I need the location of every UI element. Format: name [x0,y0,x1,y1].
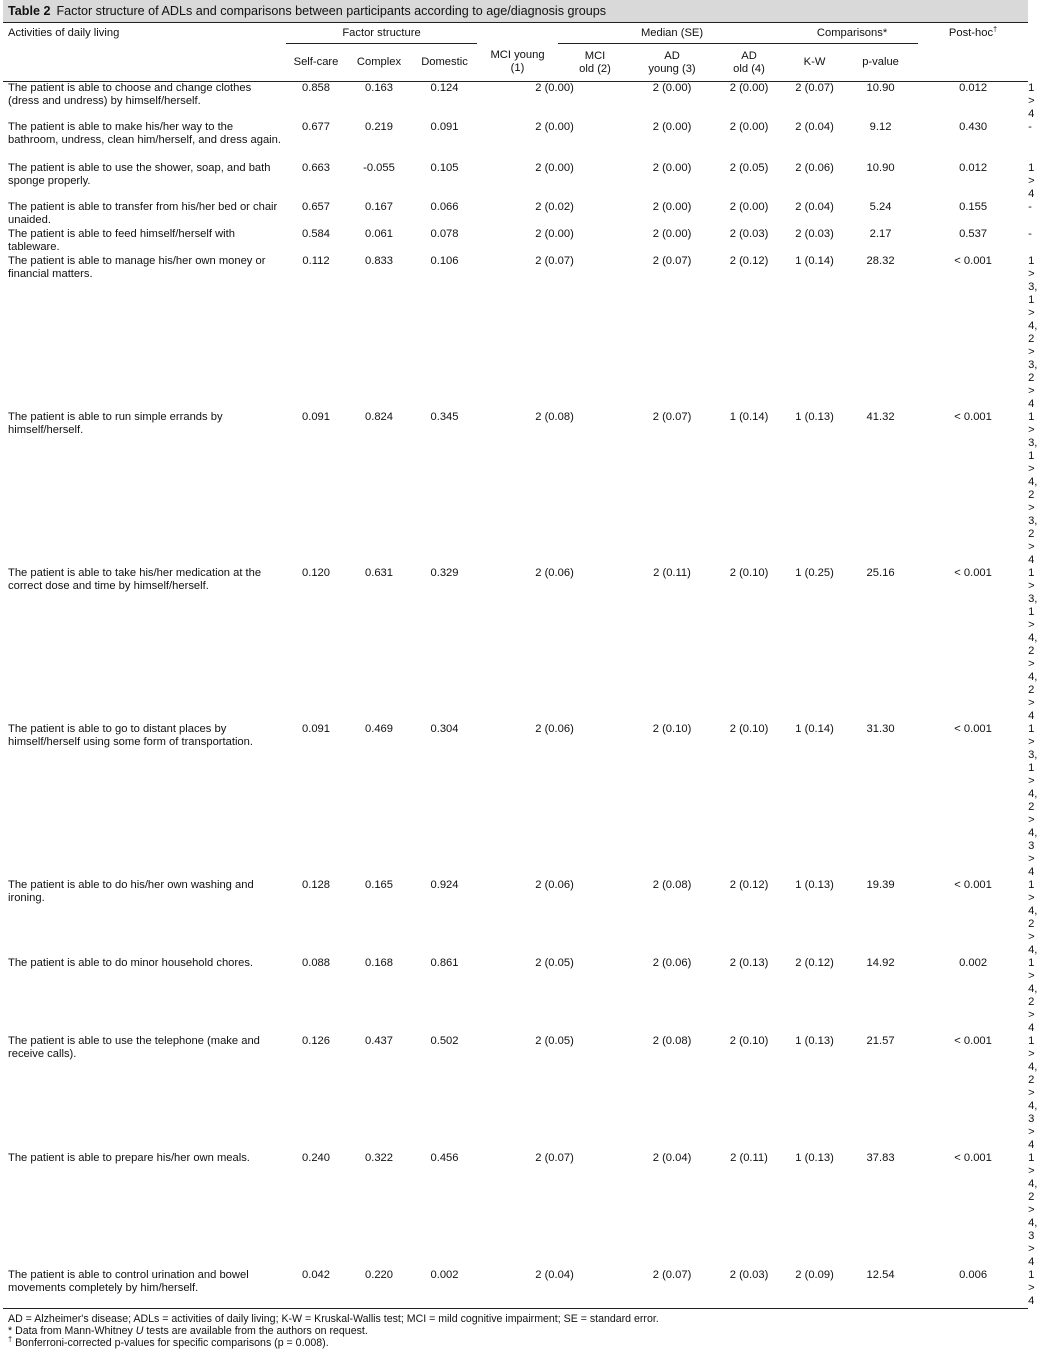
g4-cell: 2 (0.12) [795,957,834,969]
complex-cell: 0.833 [365,255,393,267]
complex-cell: 0.167 [365,201,393,213]
g3-cell: 2 (0.13) [729,957,769,969]
g2-cell: 2 (0.11) [653,567,691,579]
self-care-cell: 0.663 [302,162,330,174]
g3-cell: 2 (0.03) [729,228,769,240]
p-cell: < 0.001 [954,411,992,423]
g3-cell: 2 (0.00) [729,82,769,94]
g1-cell: 2 (0.05) [535,1035,574,1047]
activity-cell: The patient is able to take his/her medication at the correct dose and time by himself/herself. [8,567,262,592]
activity-cell: The patient is able to do his/her own washing and ironing. [8,879,254,904]
g3-cell: 2 (0.10) [729,723,769,735]
complex-header: Complex [356,56,402,68]
g1-cell: 2 (0.07) [535,255,574,267]
table-row: The patient is able to go to distant places by himself/herself using some form of transportation. 0.091 0.469 0.304 2 (0.06) 2 (0.10) 2 (0.10) 1 (0.14) 31.30 < 0.001 1 > 3, 1 > 4, 2 > 4, 3 > 4 [3,723,1028,879]
posthoc-label: Post-hoc [948,27,994,39]
domestic-cell: 0.124 [430,82,459,94]
p-cell: 0.012 [959,162,988,174]
footnotes [3,1308,1028,1349]
kw-cell: 14.92 [866,957,895,969]
footnote-abbreviations: AD = Alzheimer's disease; ADLs = activities of daily living; K-W = Kruskal-Wallis test; MCI = mild cognitive impairment; SE = standard error. [8,1313,659,1325]
kw-cell: 2.17 [869,228,892,240]
g2-cell: 2 (0.00) [652,162,692,174]
kw-cell: 9.12 [869,121,892,133]
g2-cell: 2 (0.04) [652,1152,692,1164]
table-row: The patient is able to feed himself/herself with tableware. 0.584 0.061 0.078 2 (0.00) 2 (0.00) 2 (0.03) 2 (0.03) 2.17 0.537 - [3,228,1028,255]
table-row: The patient is able to use the shower, soap, and bath sponge properly. 0.663 -0.055 0.105 2 (0.00) 2 (0.00) 2 (0.05) 2 (0.06) 10.90 0.012 1 > 4 [3,162,1028,201]
g1-cell: 2 (0.06) [535,879,574,891]
comparisons-header: Comparisons* [786,23,918,44]
table-row: The patient is able to run simple errands by himself/herself. 0.091 0.824 0.345 2 (0.08) 2 (0.07) 1 (0.14) 1 (0.13) 41.32 < 0.001 1 > 3, 1 > 4, 2 > 3, 2 > 4 [3,411,1028,567]
kw-cell: 28.32 [866,255,895,267]
p-cell: < 0.001 [954,1152,992,1164]
p-cell: 0.430 [959,121,988,133]
g3-cell: 1 (0.14) [729,411,769,423]
domestic-cell: 0.106 [430,255,459,267]
kw-cell: 10.90 [866,162,895,174]
domestic-cell: 0.924 [430,879,459,891]
p-cell: < 0.001 [954,567,992,579]
complex-cell: 0.168 [365,957,393,969]
activity-cell: The patient is able to make his/her way to the bathroom, undress, clean him/herself, and dress again. [8,121,282,146]
activity-cell: The patient is able to run simple errands by himself/herself. [8,411,223,436]
g1-cell: 2 (0.00) [535,121,574,133]
complex-cell: 0.631 [365,567,393,579]
table-row: The patient is able to use the telephone (make and receive calls). 0.126 0.437 0.502 2 (0.05) 2 (0.08) 2 (0.10) 1 (0.13) 21.57 < 0.001 1 > 4, 2 > 4, 3 > 4 [3,1035,1028,1152]
kw-cell: 31.30 [866,723,895,735]
table-container [3,0,1037,1349]
g3-cell: 2 (0.12) [729,255,769,267]
g2-cell: 2 (0.08) [652,879,692,891]
self-care-cell: 0.120 [302,567,330,579]
kw-cell: 21.57 [866,1035,895,1047]
g1-cell: 2 (0.08) [535,411,574,423]
p-cell: < 0.001 [954,879,992,891]
table-row: The patient is able to manage his/her own money or financial matters. 0.112 0.833 0.106 2 (0.07) 2 (0.07) 2 (0.12) 1 (0.14) 28.32 < 0.001 1 > 3, 1 > 4, 2 > 3, 2 > 4 [3,255,1028,411]
domestic-cell: 0.078 [430,228,459,240]
g1-cell: 2 (0.07) [535,1152,574,1164]
activity-cell: The patient is able to use the telephone (make and receive calls). [8,1035,260,1060]
table-label: Table 2 [8,4,51,18]
table-row: The patient is able to take his/her medication at the correct dose and time by himself/herself. 0.120 0.631 0.329 2 (0.06) 2 (0.11) 2 (0.10) 1 (0.25) 25.16 < 0.001 1 > 3, 1 > 4, 2 > 4, 2 > 4 [3,567,1028,723]
g1-cell: 2 (0.06) [535,567,574,579]
activity-cell: The patient is able to prepare his/her own meals. [8,1152,250,1164]
self-care-cell: 0.584 [302,228,330,240]
g4-cell: 1 (0.13) [795,1152,834,1164]
table-title: Factor structure of ADLs and comparisons between participants according to age/diagnosis groups [56,4,606,18]
g3-cell: 2 (0.11) [730,1152,768,1164]
domestic-cell: 0.002 [430,1269,459,1281]
data-table [3,22,1037,1308]
g1-cell: 2 (0.05) [535,957,574,969]
table-body [3,82,1037,1309]
g4-cell: 1 (0.25) [795,567,834,579]
p-cell: 0.012 [959,82,988,94]
g1-cell: 2 (0.02) [535,201,574,213]
g4-cell: 1 (0.13) [795,1035,834,1047]
footnote-dagger: † Bonferroni-corrected p-values for specific comparisons (p = 0.008). [8,1334,329,1349]
self-care-cell: 0.240 [302,1152,330,1164]
complex-cell: 0.322 [365,1152,393,1164]
table-row: The patient is able to transfer from his/her bed or chair unaided. 0.657 0.167 0.066 2 (0.02) 2 (0.00) 2 (0.00) 2 (0.04) 5.24 0.155 - [3,201,1028,228]
g3-cell: 2 (0.10) [729,567,769,579]
activity-cell: The patient is able to use the shower, soap, and bath sponge properly. [8,162,271,187]
complex-cell: 0.061 [365,228,393,240]
g4-cell: 2 (0.04) [795,121,834,133]
domestic-cell: 0.345 [430,411,459,423]
g4-cell: 2 (0.07) [795,82,834,94]
table-row: The patient is able to prepare his/her own meals. 0.240 0.322 0.456 2 (0.07) 2 (0.04) 2 (0.11) 1 (0.13) 37.83 < 0.001 1 > 4, 2 > 4, 3 > 4 [3,1152,1028,1269]
dagger-mark: † [993,24,998,34]
g1-cell: 2 (0.06) [535,723,574,735]
complex-cell: 0.163 [365,82,393,94]
self-care-cell: 0.042 [302,1269,330,1281]
self-care-header: Self-care [293,56,339,68]
kw-cell: 10.90 [866,82,895,94]
g1-cell: 2 (0.00) [535,228,574,240]
complex-cell: 0.220 [365,1269,393,1281]
activity-cell: The patient is able to do minor household chores. [8,957,254,969]
g4-cell: 2 (0.06) [795,162,834,174]
g2-cell: 2 (0.08) [652,1035,692,1047]
activity-cell: The patient is able to feed himself/herself with tableware. [8,228,235,253]
g2-cell: 2 (0.00) [652,82,692,94]
g3-cell: 2 (0.03) [729,1269,769,1281]
g4-cell: 1 (0.13) [795,411,834,423]
g4-cell: 2 (0.04) [795,201,834,213]
domestic-cell: 0.861 [430,957,459,969]
complex-cell: 0.219 [365,121,393,133]
domestic-cell: 0.091 [430,121,459,133]
self-care-cell: 0.091 [302,723,330,735]
activities-header: Activities of daily living [8,27,120,39]
kw-cell: 5.24 [869,201,892,213]
posthoc-header [918,23,1028,82]
domestic-cell: 0.502 [430,1035,459,1047]
self-care-cell: 0.091 [302,411,330,423]
table-row: The patient is able to control urination and bowel movements completely by him/herself. 0.042 0.220 0.002 2 (0.04) 2 (0.07) 2 (0.03) 2 (0.09) 12.54 0.006 1 > 4 [3,1269,1028,1308]
median-header: Median (SE) [558,23,786,44]
p-cell: < 0.001 [954,1035,992,1047]
table-row: The patient is able to do his/her own washing and ironing. 0.128 0.165 0.924 2 (0.06) 2 (0.08) 2 (0.12) 1 (0.13) 19.39 < 0.001 1 > 4, 2 > 4, [3,879,1028,957]
complex-cell: 0.469 [365,723,393,735]
p-cell: 0.006 [959,1269,988,1281]
kw-cell: 12.54 [866,1269,895,1281]
factor-structure-header: Factor structure [286,23,477,44]
table-row: The patient is able to make his/her way to the bathroom, undress, clean him/herself, and dress again. 0.677 0.219 0.091 2 (0.00) 2 (0.00) 2 (0.00) 2 (0.04) 9.12 0.430 - [3,121,1028,162]
g1-cell: 2 (0.00) [535,82,574,94]
domestic-header: Domestic [421,56,468,68]
complex-cell: 0.824 [365,411,393,423]
g3-cell: 2 (0.00) [729,201,769,213]
domestic-cell: 0.066 [430,201,459,213]
g2-cell: 2 (0.00) [652,228,692,240]
p-cell: 0.537 [959,228,988,240]
g3-cell: 2 (0.12) [729,879,769,891]
g2-cell: 2 (0.00) [652,201,692,213]
kw-header: K-W [803,56,826,68]
activity-cell: The patient is able to control urination and bowel movements completely by him/herself. [8,1269,249,1294]
mci-old-header: MCI old (2) [579,49,611,75]
self-care-cell: 0.858 [302,82,330,94]
domestic-cell: 0.456 [430,1152,459,1164]
g4-cell: 1 (0.14) [795,723,834,735]
g3-cell: 2 (0.00) [729,121,769,133]
g2-cell: 2 (0.00) [652,121,692,133]
self-care-cell: 0.677 [302,121,330,133]
g4-cell: 1 (0.14) [795,255,834,267]
domestic-cell: 0.304 [430,723,459,735]
footnote-star: * Data from Mann-Whitney U tests are available from the authors on request. [8,1325,368,1337]
g3-cell: 2 (0.05) [729,162,769,174]
activity-cell: The patient is able to choose and change clothes (dress and undress) by himself/herself. [8,82,252,107]
p-cell: < 0.001 [954,255,992,267]
g4-cell: 1 (0.13) [795,879,834,891]
self-care-cell: 0.128 [302,879,330,891]
g2-cell: 2 (0.07) [652,255,692,267]
activity-cell: The patient is able to manage his/her own money or financial matters. [8,255,266,280]
table-caption [3,0,1028,22]
g2-cell: 2 (0.10) [652,723,692,735]
table-row: The patient is able to choose and change clothes (dress and undress) by himself/herself. 0.858 0.163 0.124 2 (0.00) 2 (0.00) 2 (0.00) 2 (0.07) 10.90 0.012 1 > 4 [3,82,1028,122]
self-care-cell: 0.126 [302,1035,330,1047]
kw-cell: 41.32 [866,411,895,423]
pvalue-header: p-value [862,56,899,68]
g4-cell: 2 (0.03) [795,228,834,240]
activity-cell: The patient is able to go to distant places by himself/herself using some form of transportation. [8,723,253,748]
table-row: The patient is able to do minor household chores. 0.088 0.168 0.861 2 (0.05) 2 (0.06) 2 (0.13) 2 (0.12) 14.92 0.002 1 > 4, 2 > 4 [3,957,1028,1035]
self-care-cell: 0.088 [302,957,330,969]
g4-cell: 2 (0.09) [795,1269,834,1281]
p-cell: 0.002 [959,957,988,969]
domestic-cell: 0.105 [430,162,459,174]
self-care-cell: 0.112 [302,255,330,267]
ad-old-header: AD old (4) [733,49,765,75]
kw-cell: 19.39 [866,879,895,891]
p-cell: < 0.001 [954,723,992,735]
g1-cell: 2 (0.00) [535,162,574,174]
g1-cell: 2 (0.04) [535,1269,574,1281]
p-cell: 0.155 [959,201,988,213]
kw-cell: 37.83 [866,1152,895,1164]
g2-cell: 2 (0.07) [652,1269,692,1281]
complex-cell: -0.055 [363,162,395,174]
activity-cell: The patient is able to transfer from his/her bed or chair unaided. [8,201,278,226]
self-care-cell: 0.657 [302,201,330,213]
kw-cell: 25.16 [866,567,895,579]
g2-cell: 2 (0.07) [652,411,692,423]
domestic-cell: 0.329 [430,567,459,579]
mci-young-header: MCI young (1) [490,49,545,75]
g3-cell: 2 (0.10) [729,1035,769,1047]
ad-young-header: AD young (3) [648,49,696,75]
complex-cell: 0.437 [365,1035,393,1047]
g2-cell: 2 (0.06) [652,957,692,969]
complex-cell: 0.165 [365,879,393,891]
